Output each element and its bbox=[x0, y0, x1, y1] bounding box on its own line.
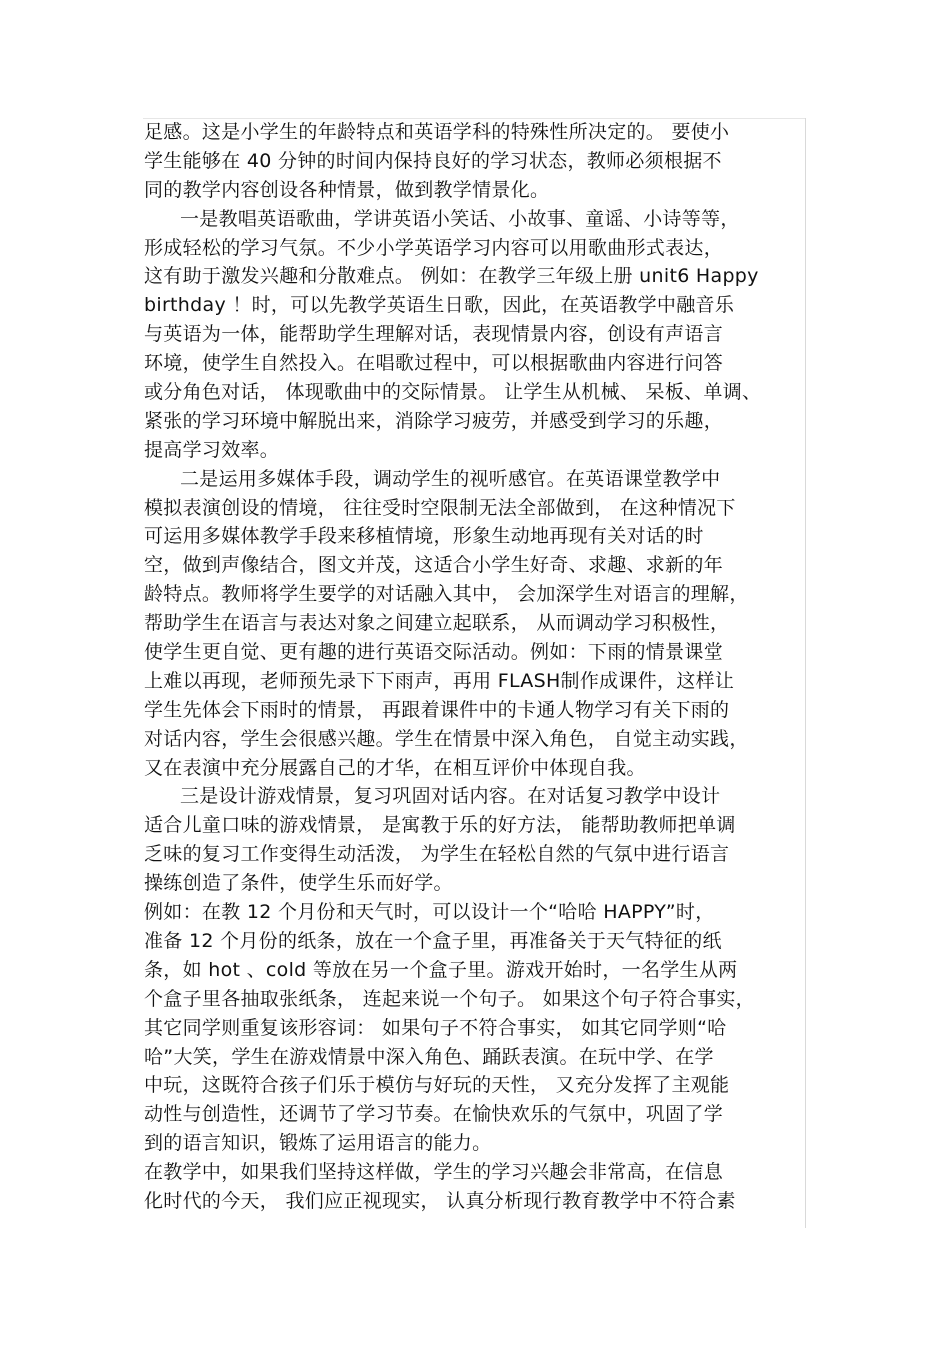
text-line: 哈”大笑，学生在游戏情景中深入角色、踊跃表演。在玩中学、在学 bbox=[144, 1045, 714, 1068]
text-line: 适合儿童口味的游戏情景， 是寓教于乐的好方法， 能帮助教师把单调 bbox=[144, 814, 736, 837]
text-line: 在教学中，如果我们坚持这样做，学生的学习兴趣会非常高，在信息 bbox=[144, 1161, 724, 1184]
text-line: 又在表演中充分展露自己的才华，在相互评价中体现自我。 bbox=[144, 756, 646, 779]
text-line: 操练创造了条件，使学生乐而好学。 bbox=[144, 872, 453, 895]
text-line: 同的教学内容创设各种情景，做到教学情景化。 bbox=[144, 178, 550, 201]
text-line: 使学生更自觉、更有趣的进行英语交际活动。例如：下雨的情景课堂 bbox=[144, 641, 724, 664]
text-line: 条，如 hot 、cold 等放在另一个盒子里。游戏开始时，一名学生从两 bbox=[144, 958, 738, 981]
text-line: 模拟表演创设的情境， 往往受时空限制无法全部做到， 在这种情况下 bbox=[144, 496, 736, 519]
text-line: 个盒子里各抽取张纸条， 连起来说一个句子。 如果这个句子符合事实， bbox=[144, 987, 755, 1010]
text-line: 足感。这是小学生的年龄特点和英语学科的特殊性所决定的。 要使小 bbox=[144, 121, 730, 143]
text-line: 学生能够在 40 分钟的时间内保持良好的学习状态，教师必须根据不 bbox=[144, 149, 722, 172]
text-line: 或分角色对话， 体现歌曲中的交际情景。 让学生从机械、 呆板、单调、 bbox=[144, 381, 762, 404]
text-line: 这有助于激发兴趣和分散难点。 例如：在教学三年级上册 unit6 Happy bbox=[144, 265, 759, 288]
text-line: 例如：在教 12 个月份和天气时，可以设计一个“哈哈 HAPPY”时， bbox=[144, 901, 715, 924]
text-line: 中玩，这既符合孩子们乐于模仿与好玩的天性， 又充分发挥了主观能 bbox=[144, 1074, 730, 1097]
text-line: 二是运用多媒体手段，调动学生的视听感官。在英语课堂教学中 bbox=[180, 467, 721, 490]
text-line: 环境，使学生自然投入。在唱歌过程中，可以根据歌曲内容进行问答 bbox=[144, 352, 724, 375]
text-line: 可运用多媒体教学手段来移植情境，形象生动地再现有关对话的时 bbox=[144, 525, 704, 548]
text-line: 形成轻松的学习气氛。不少小学英语学习内容可以用歌曲形式表达， bbox=[144, 236, 724, 259]
text-line: 龄特点。教师将学生要学的对话融入其中， 会加深学生对语言的理解， bbox=[144, 583, 749, 606]
text-line: 学生先体会下雨时的情景， 再跟着课件中的卡通人物学习有关下雨的 bbox=[144, 698, 730, 721]
text-line: 三是设计游戏情景，复习巩固对话内容。在对话复习教学中设计 bbox=[180, 785, 721, 808]
text-line: 与英语为一体，能帮助学生理解对话，表现情景内容，创设有声语言 bbox=[144, 323, 724, 346]
text-line: 上难以再现，老师预先录下下雨声，再用 FLASH制作成课件，这样让 bbox=[144, 669, 735, 692]
text-line: 动性与创造性，还调节了学习节奏。在愉快欢乐的气氛中，巩固了学 bbox=[144, 1103, 724, 1126]
body-text bbox=[144, 118, 816, 1216]
text-line: 空，做到声像结合，图文并茂，这适合小学生好奇、求趣、求新的年 bbox=[144, 554, 724, 577]
text-line: 紧张的学习环境中解脱出来，消除学习疲劳，并感受到学习的乐趣， bbox=[144, 409, 724, 432]
text-line: 提高学习效率。 bbox=[144, 438, 280, 461]
text-line: 对话内容，学生会很感兴趣。学生在情景中深入角色， 自觉主动实践， bbox=[144, 727, 749, 750]
text-line: 乏味的复习工作变得生动活泼， 为学生在轻松自然的气氛中进行语言 bbox=[144, 843, 730, 866]
text-line: 到的语言知识，锻炼了运用语言的能力。 bbox=[144, 1132, 492, 1155]
text-line: 化时代的今天， 我们应正视现实， 认真分析现行教育教学中不符合素 bbox=[144, 1189, 736, 1212]
text-line: 准备 12 个月份的纸条，放在一个盒子里，再准备关于天气特征的纸 bbox=[144, 929, 722, 952]
text-line: 一是教唱英语歌曲，学讲英语小笑话、小故事、童谣、小诗等等， bbox=[180, 207, 740, 230]
text-line: 帮助学生在语言与表达对象之间建立起联系， 从而调动学习积极性， bbox=[144, 612, 730, 635]
text-line: 其它同学则重复该形容词： 如果句子不符合事实， 如其它同学则“哈 bbox=[144, 1016, 727, 1039]
text-line: birthday ！时，可以先教学英语生日歌，因此，在英语教学中融音乐 bbox=[144, 294, 735, 317]
